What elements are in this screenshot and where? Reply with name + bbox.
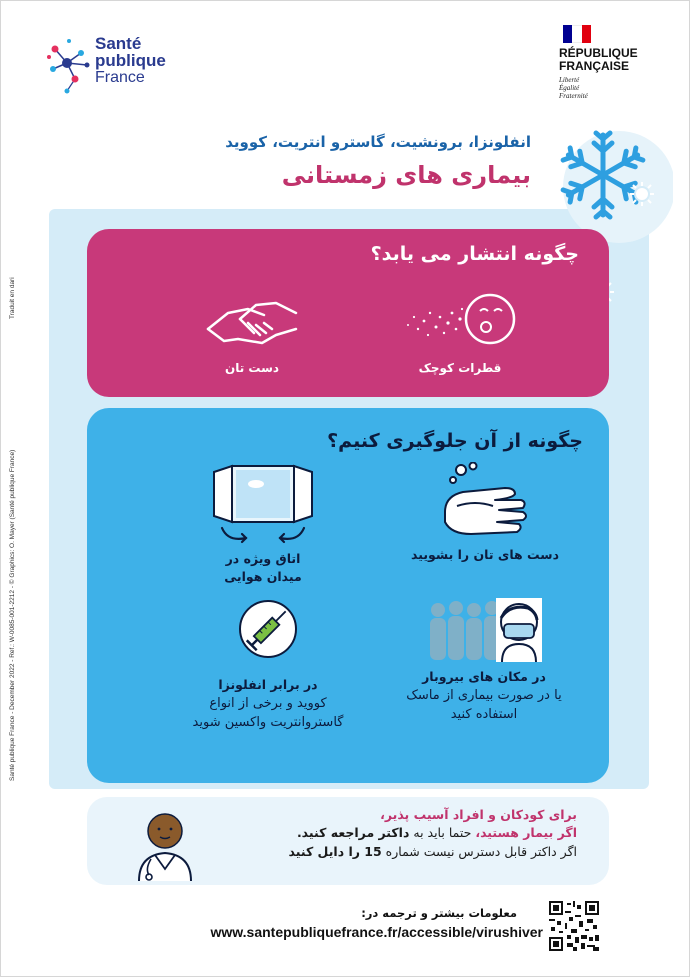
prevent-label-window-2: میدان هوایی xyxy=(224,569,302,584)
prevent-detail-mask-2: استفاده کنید xyxy=(450,707,518,722)
prevent-detail-mask-1: یا در صورت بیماری از ماسک xyxy=(406,688,562,703)
spread-label-droplets: قطرات کوچک xyxy=(418,361,502,375)
spread-item-hands xyxy=(187,289,317,375)
prevention-section xyxy=(87,408,609,783)
info-line2-bold: داکتر مراجعه کنید. xyxy=(296,825,410,840)
open-window-icon xyxy=(208,462,318,546)
info-line3 xyxy=(289,844,577,859)
logo-text-line1: Santé xyxy=(95,34,142,53)
spread-label-hands: دست تان xyxy=(224,361,280,375)
prevent-label-window-1: اتاق ویژه در xyxy=(225,551,301,566)
republique-francaise-logo xyxy=(559,25,659,105)
info-line2 xyxy=(297,825,577,840)
molecule-logo-icon xyxy=(47,35,93,95)
prevent-detail-vaccine-2: گاستروانتریت واکسین شوید xyxy=(192,715,344,730)
prevent-detail-vaccine-1: کووید و برخی از انواع xyxy=(209,696,327,711)
info-line3-b: 15 را دایل کنید xyxy=(288,844,382,859)
qr-code-icon xyxy=(549,901,599,951)
poster-title: بیماری های زمستانی xyxy=(281,161,531,189)
translator-credit: Traduit en dari xyxy=(9,277,16,319)
prevent-item-window xyxy=(163,462,363,586)
spread-section xyxy=(87,229,609,397)
more-info-label: معلومات بیشتر و ترجمه در: xyxy=(361,906,517,920)
logo-text-line3: France xyxy=(95,69,145,86)
virus-icon xyxy=(629,181,655,207)
logo-text-line2: publique xyxy=(95,51,166,70)
sante-publique-france-logo xyxy=(47,35,187,101)
french-flag-icon xyxy=(563,25,591,43)
side-credit: Santé publique France - December 2022 - Ref.: W-0085-001-2212 - © Graphics: O. Mayer (Santé publique France) xyxy=(9,449,16,781)
rf-name-line1: RÉPUBLIQUE xyxy=(559,46,638,60)
droplets-sneeze-icon xyxy=(400,289,520,353)
info-line3-a: اگر داکتر قابل دسترس نیست شماره xyxy=(381,844,577,859)
rf-motto-3: Fraternité xyxy=(559,92,588,100)
syringe-icon xyxy=(235,598,301,664)
rf-motto-1: Liberté xyxy=(559,76,580,84)
rf-name-line2: FRANÇAISE xyxy=(559,59,630,73)
spread-item-droplets xyxy=(395,289,525,375)
info-line1: برای کودکان و افراد آسیب پذیر، xyxy=(380,807,577,822)
rf-motto-2: Égalité xyxy=(559,84,580,92)
hand-wash-icon xyxy=(435,462,535,542)
prevent-label-handwash: دست های تان را بشویید xyxy=(411,547,559,562)
info-line2-mid: حتما باید به xyxy=(409,825,476,840)
face-mask-icon xyxy=(424,598,544,664)
info-line2-pink: اگر بیمار هستید، xyxy=(475,825,577,840)
prevent-item-mask xyxy=(369,598,599,724)
prevention-question: چگونه از آن جلوگیری کنیم؟ xyxy=(327,430,583,452)
spread-question: چگونه انتشار می یابد؟ xyxy=(370,243,579,265)
prevent-label-mask: در مکان های بیروبار xyxy=(422,669,546,684)
poster-subtitle: انفلونزا، برونشیت، گاسترو انتریت، کووید xyxy=(225,133,531,151)
prevent-item-handwash xyxy=(385,462,585,564)
prevent-label-vaccine: در برابر انفلونزا xyxy=(218,677,318,692)
prevent-item-vaccine xyxy=(153,598,383,732)
doctor-icon xyxy=(131,809,201,883)
website-link[interactable]: www.santepubliquefrance.fr/accessible/virushiver xyxy=(210,924,543,940)
handshake-icon xyxy=(202,289,302,353)
